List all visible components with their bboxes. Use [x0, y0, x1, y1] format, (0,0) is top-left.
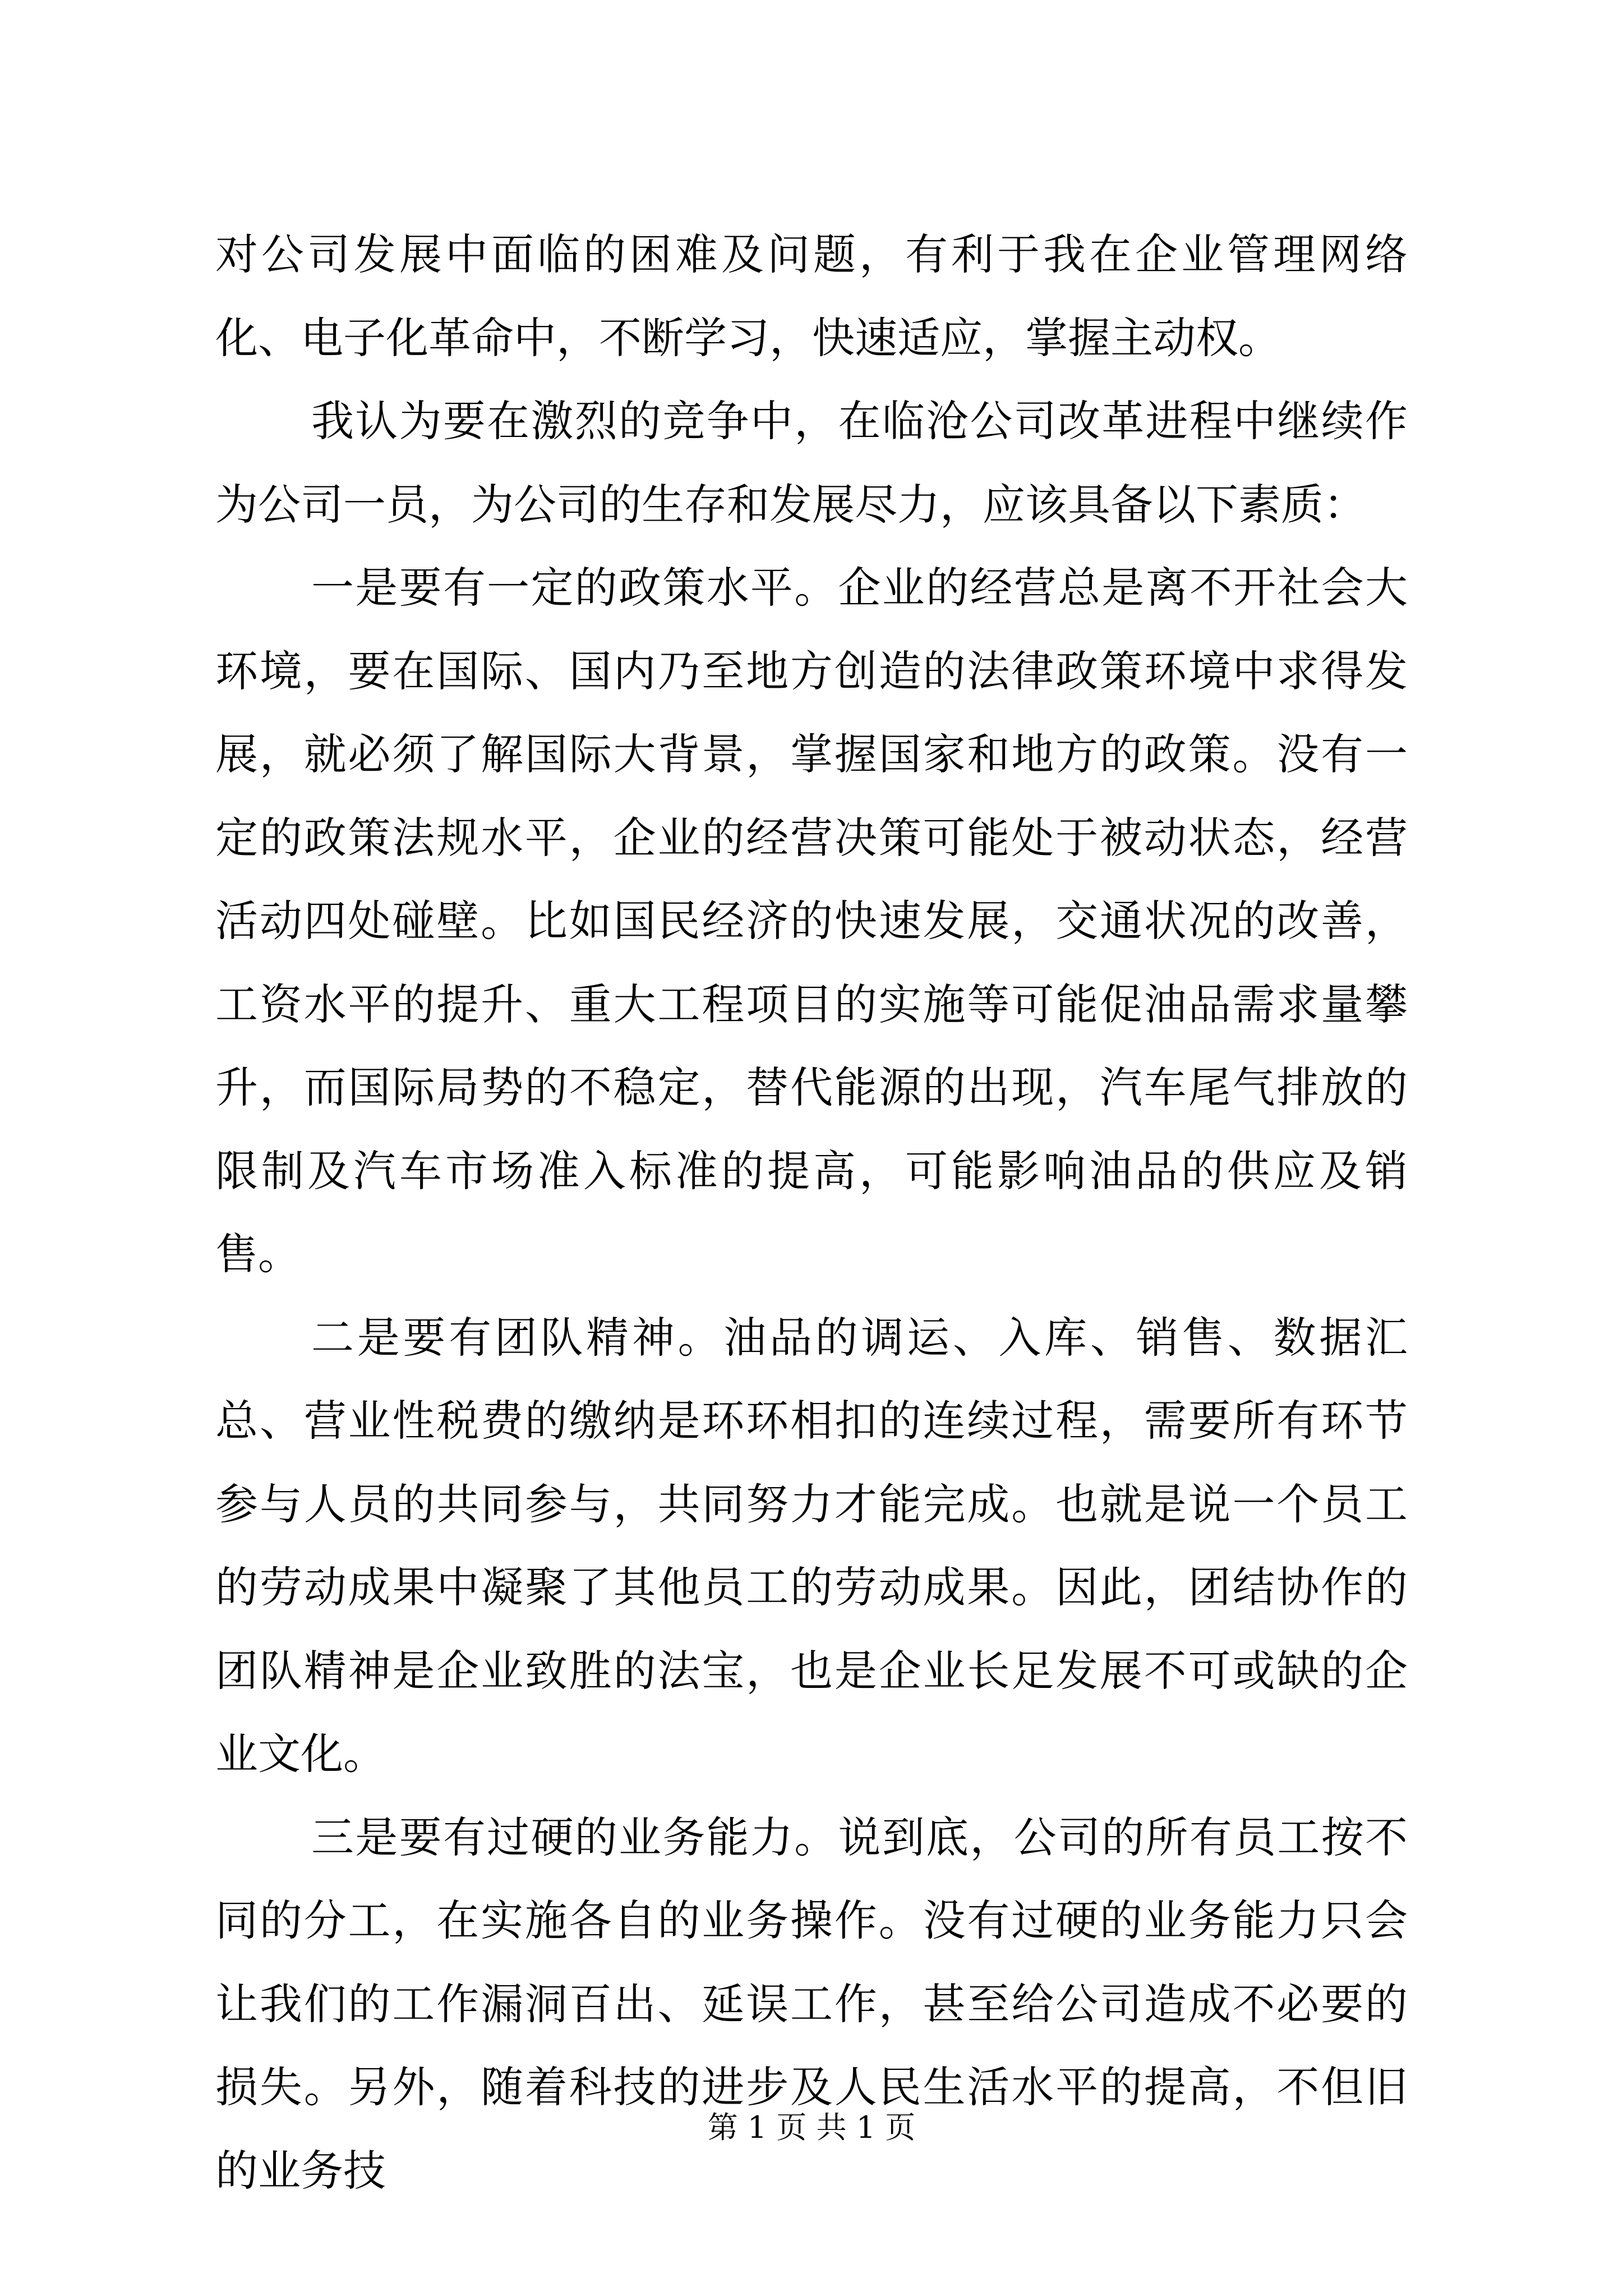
page-number-label: 第 1 页 共 1 页 [707, 2110, 916, 2145]
page-footer [0, 2108, 1623, 2147]
document-body [215, 213, 1408, 2212]
paragraph-1: 对公司发展中面临的困难及问题，有利于我在企业管理网络化、电子化革命中，不断学习，快速适应，掌握主动权。 [215, 229, 1408, 363]
paragraph-2: 我认为要在激烈的竞争中，在临沧公司改革进程中继续作为公司一员，为公司的生存和发展尽力，应该具备以下素质： [215, 396, 1408, 530]
paragraph-4: 二是要有团队精神。油品的调运、入库、销售、数据汇总、营业性税费的缴纳是环环相扣的连续过程，需要所有环节参与人员的共同参与，共同努力才能完成。也就是说一个员工的劳动成果中凝聚了其他员工的劳动成果。因此，团结协作的团队精神是企业致胜的法宝，也是企业长足发展不可或缺的企业文化。 [215, 1312, 1408, 1779]
paragraph-3: 一是要有一定的政策水平。企业的经营总是离不开社会大环境，要在国际、国内乃至地方创造的法律政策环境中求得发展，就必须了解国际大背景，掌握国家和地方的政策。没有一定的政策法规水平，企业的经营决策可能处于被动状态，经营活动四处碰壁。比如国民经济的快速发展，交通状况的改善，工资水平的提升、重大工程项目的实施等可能促油品需求量攀升，而国际局势的不稳定，替代能源的出现，汽车尾气排放的限制及汽车市场准入标准的提高，可能影响油品的供应及销售。 [215, 563, 1408, 1279]
paragraph-5: 三是要有过硬的业务能力。说到底，公司的所有员工按不同的分工，在实施各自的业务操作。没有过硬的业务能力只会让我们的工作漏洞百出、延误工作，甚至给公司造成不必要的损失。另外，随着科技的进步及人民生活水平的提高，不但旧的业务技 [215, 1812, 1408, 2196]
